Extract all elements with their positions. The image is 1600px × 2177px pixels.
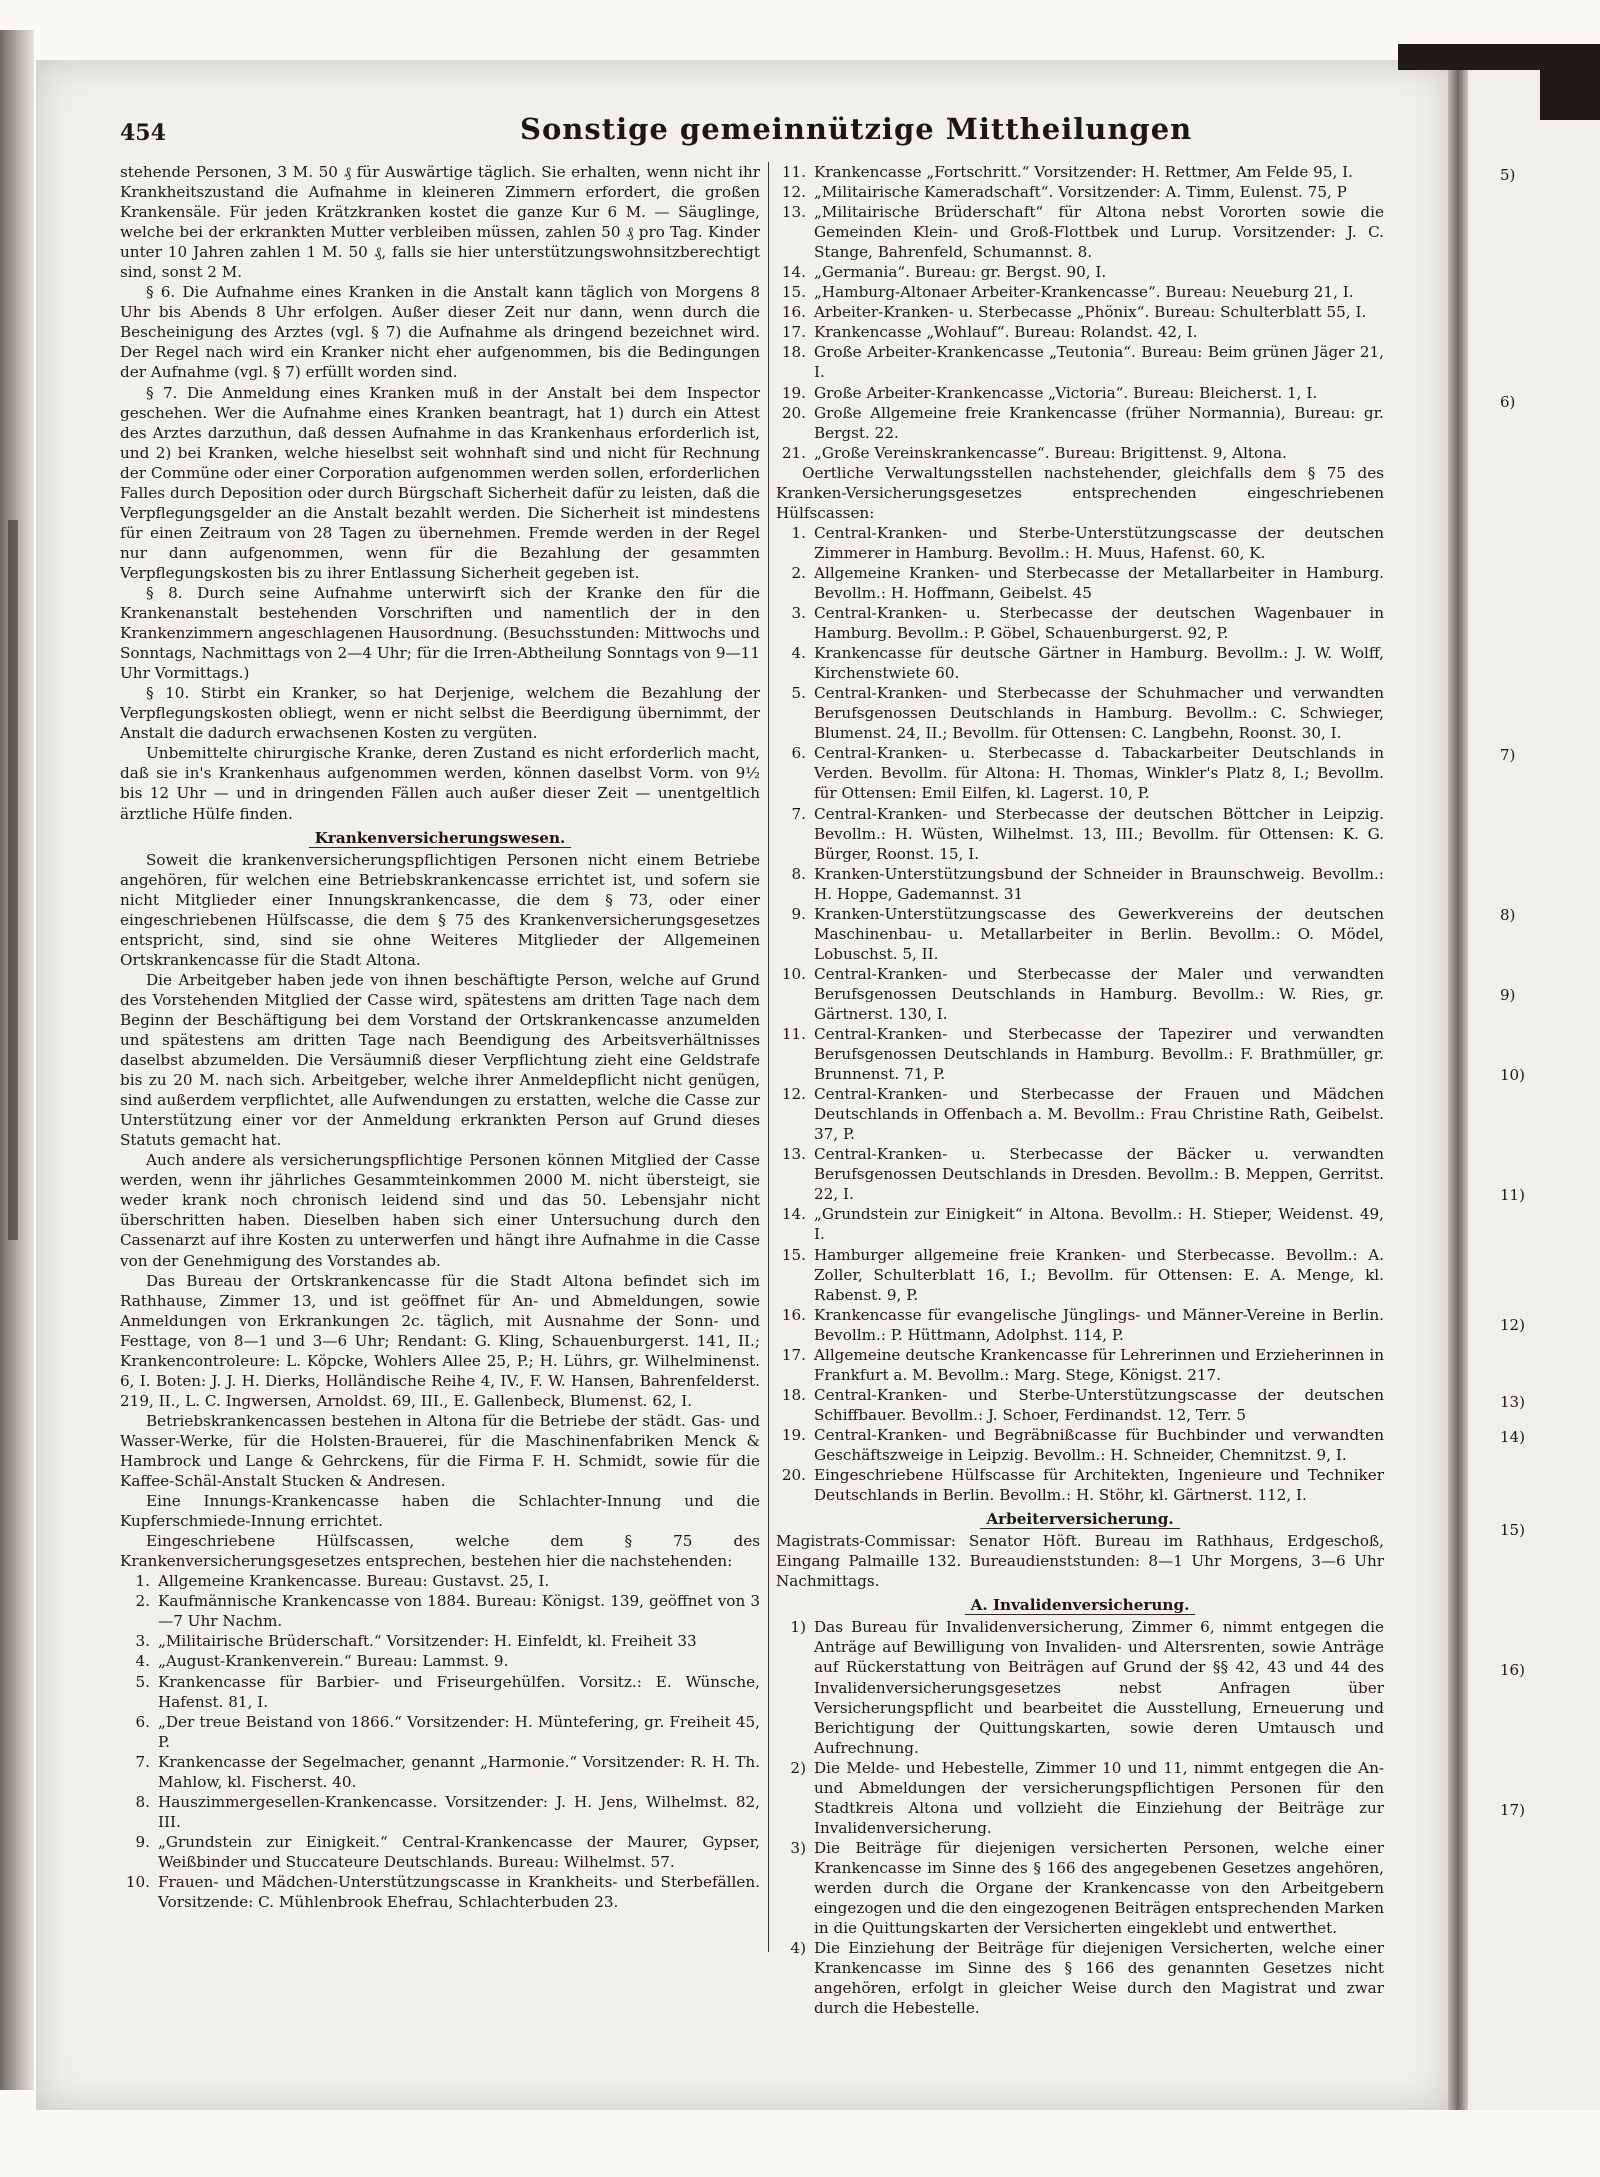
subsection-heading-text: A. Invalidenversicherung. — [965, 1596, 1196, 1615]
list-item-text: „Hamburg-Altonaer Arbeiter-Krankencasse“. Bureau: Neueburg 21, I. — [814, 283, 1354, 302]
next-page-fragment: 11) — [1500, 1186, 1525, 1204]
list-item — [776, 643, 1384, 683]
list-item-text: Central-Kranken- u. Sterbecasse d. Tabackarbeiter Deutschlands in Verden. Bevollm. für Altona: H. Thomas, Winkler's Platz 8, I.; Bevollm. für Ottensen: Emil Eilfen, kl. Lagerst. 10, P. — [814, 744, 1384, 803]
list-item — [776, 1758, 1384, 1838]
list-item — [776, 964, 1384, 1024]
book-binding-strip — [8, 520, 18, 1240]
list-item-number: 3. — [135, 1632, 150, 1651]
paragraph: Eine Innungs-Krankencasse haben die Schlachter-Innung und die Kupferschmiede-Innung errichtet. — [120, 1492, 760, 1531]
list-item-number: 4. — [791, 644, 806, 663]
list-item-number: 8. — [135, 1792, 150, 1811]
list-item-text: „Militairische Brüderschaft“ für Altona nebst Vororten sowie die Gemeinden Klein- und Groß-Flottbek und Lurup. Vorsitzender: J. C. Stange, Bahrenfeld, Schumannst. 8. — [814, 203, 1384, 262]
list-item-number: 10. — [125, 1872, 150, 1891]
list-item-text: Central-Kranken- und Sterbecasse der Tapezirer und verwandten Berufsgenossen Deutschlands in Hamburg. Bevollm.: F. Brathmüller, gr. Brunnenst. 71, P. — [814, 1025, 1384, 1084]
section-heading — [120, 828, 760, 848]
list-item-number: 16. — [781, 1305, 806, 1324]
list-item-text: Krankencasse der Segelmacher, genannt „Harmonie.“ Vorsitzender: R. H. Th. Mahlow, kl. Fischerst. 40. — [158, 1752, 760, 1791]
list-item — [776, 1938, 1384, 2018]
list-right-items-c — [776, 1617, 1384, 2018]
list-item — [776, 523, 1384, 563]
list-item-number: 5. — [791, 684, 806, 703]
list-item-text: Krankencasse „Wohlauf“. Bureau: Rolandst. 42, I. — [814, 323, 1198, 342]
list-item-number: 11. — [781, 163, 806, 181]
list-item — [776, 202, 1384, 262]
next-page-fragment: 14) — [1500, 1428, 1525, 1446]
paragraph: stehende Personen, 3 M. 50 ₰ für Auswärtige täglich. Sie erhalten, wenn nicht ihr Krankheitszustand die Aufnahme in kleineren Zimmern erfordert, die großen Krankensäle. Für jeden Krätzkranken kostet die ganze Kur 6 M. — Säuglinge, welche bei der erkrankten Mutter verbleiben müssen, zahlen 50 ₰ pro Tag. Kinder unter 10 Jahren zahlen 1 M. 50 ₰, falls sie hier unterstützungswohnsitzberechtigt sind, sonst 2 M. — [120, 163, 760, 282]
list-item-number: 20. — [781, 1466, 806, 1485]
list-item — [120, 1591, 760, 1631]
page-number: 454 — [120, 120, 166, 146]
next-page-fragment: 17) — [1500, 1801, 1525, 1819]
list-item-number: 17. — [781, 1345, 806, 1364]
list-item — [120, 1712, 760, 1752]
list-item — [776, 1425, 1384, 1465]
list-item-number: 3) — [790, 1838, 806, 1857]
paragraph: Soweit die krankenversicherungspflichtigen Personen nicht einem Betriebe angehören, für welchen eine Betriebskrankencasse errichtet ist, und sofern sie nicht Mitglieder einer Innungskrankencasse, die dem § 73, oder einer eingeschriebenen Hülfscasse, die dem § 75 des Krankenversicherungsgesetzes entspricht, sind, sind sie ohne Weiteres Mitglieder der Allgemeinen Ortskrankencasse für die Stadt Altona. — [120, 850, 760, 969]
list-item-number: 16. — [781, 303, 806, 322]
list-item-number: 21. — [781, 443, 806, 462]
paragraph: Auch andere als versicherungspflichtige Personen können Mitglied der Casse werden, wenn ihr jährliches Gesammteinkommen 2000 M. nicht übersteigt, sie weder krank noch chronisch leidend sind und das 50. Lebensjahr nicht überschritten haben. Dieselben haben sich einer Untersuchung durch den Cassenarzt auf ihre Kosten zu unterwerfen und hängt ihre Aufnahme in die Casse von der Genehmigung des Vorstandes ab. — [120, 1151, 760, 1270]
list-item — [776, 1084, 1384, 1144]
list-item-text: Kaufmännische Krankencasse von 1884. Bureau: Königst. 139, geöffnet von 3—7 Uhr Nachm. — [158, 1592, 760, 1631]
scan-corner-shadow-2 — [1540, 60, 1600, 120]
list-item — [120, 1651, 760, 1671]
section-heading-text: Krankenversicherungswesen. — [309, 829, 572, 848]
list-item-text: „Der treue Beistand von 1866.“ Vorsitzender: H. Müntefering, gr. Freiheit 45, P. — [158, 1712, 760, 1751]
list-item-text: Krankencasse für Barbier- und Friseurgehülfen. Vorsitz.: E. Wünsche, Hafenst. 81, I. — [158, 1672, 760, 1711]
list-item — [120, 1571, 760, 1591]
section-heading — [776, 1509, 1384, 1529]
list-right-items-a — [776, 162, 1384, 463]
list-item-text: Eingeschriebene Hülfscasse für Architekten, Ingenieure und Techniker Deutschlands in Berlin. Bevollm.: H. Stöhr, kl. Gärtnerst. 112, I. — [814, 1466, 1384, 1505]
list-item-number: 12. — [781, 1085, 806, 1104]
list-item-text: Central-Kranken- und Sterbe-Unterstützungscasse der deutschen Zimmerer in Hamburg. Bevollm.: H. Muus, Hafenst. 60, K. — [814, 523, 1384, 562]
list-item-text: Central-Kranken- und Sterbecasse der Schuhmacher und verwandten Berufsgenossen Deutschlands in Hamburg. Bevollm.: C. Schwieger, Blumenst. 24, II.; Bevollm. für Ottensen: C. Langbehn, Roonst. 30, I. — [814, 684, 1384, 743]
list-item — [120, 1792, 760, 1832]
list-item-number: 19. — [781, 1425, 806, 1444]
list-item — [776, 322, 1384, 342]
list-item — [776, 864, 1384, 904]
next-page-fragment: 5) — [1500, 166, 1516, 184]
list-item-number: 9. — [135, 1832, 150, 1851]
list-item — [120, 1832, 760, 1872]
list-item-number: 20. — [781, 403, 806, 422]
list-left-items — [120, 1571, 760, 1912]
list-item — [776, 262, 1384, 282]
right-column — [776, 162, 1384, 2018]
paragraph: Das Bureau der Ortskrankencasse für die Stadt Altona befindet sich im Rathhause, Zimmer 13, und ist geöffnet für An- und Abmeldungen, sowie Anmeldungen von Erkrankungen 2c. täglich, mit Ausnahme der Sonn- und Festtage, von 8—1 und 3—6 Uhr; Rendant: G. Kling, Schauenburgerst. 141, II.; Krankencontroleure: L. Köpcke, Wohlers Allee 25, P.; H. Lührs, gr. Wilhelminenst. 6, I. Boten: J. J. H. Dierks, Holländische Reihe 4, IV., F. W. Hansen, Bahrenfelderst. 219, II., L. C. Ingwersen, Arnoldst. 69, III., E. Gallenbeck, Blumenst. 62, I. — [120, 1271, 760, 1410]
list-item-number: 18. — [781, 1385, 806, 1404]
list-item-number: 14. — [781, 1205, 806, 1224]
list-item-number: 17. — [781, 323, 806, 342]
paragraph: Die Arbeitgeber haben jede von ihnen beschäftigte Person, welche auf Grund des Vorstehenden Mitglied der Casse wird, spätestens am dritten Tage nach dem Beginn der Beschäftigung bei dem Vorstand der Ortskrankencasse anzumelden und spätestens am dritten Tage nach Beendigung des Arbeitsverhältnisses daselbst abzumelden. Die Versäumniß dieser Verpflichtung zieht eine Geldstrafe bis zu 20 M. nach sich. Arbeitgeber, welche ihrer Anmeldepflicht nicht genügen, sind außerdem verpflichtet, alle Aufwendungen zu erstatten, welche die Casse zur Unterstützung einer vor der Anmeldung erkrankten Person auf Grund dieses Statuts gemacht hat. — [120, 970, 760, 1150]
next-page-fragment: 7) — [1500, 746, 1516, 764]
list-item-text: Central-Kranken- und Sterbe-Unterstützungscasse der deutschen Schiffbauer. Bevollm.: J. Schoer, Ferdinandst. 12, Terr. 5 — [814, 1385, 1384, 1424]
list-item — [776, 603, 1384, 643]
list-item — [120, 1631, 760, 1651]
list-item-text: Frauen- und Mädchen-Unterstützungscasse in Krankheits- und Sterbefällen. Vorsitzende: C. Mühlenbrook Ehefrau, Schlachterbuden 23. — [158, 1872, 760, 1912]
list-item-text: Große Allgemeine freie Krankencasse (früher Normannia), Bureau: gr. Bergst. 22. — [814, 403, 1384, 442]
list-item-text: Die Beiträge für diejenigen versicherten Personen, welche einer Krankencasse im Sinne des § 166 des angegebenen Gesetzes angehören, werden durch die Organe der Krankencasse von den Arbeitgebern eingezogen und die den eingezogenen Beiträgen entsprechenden Marken in die Quittungskarten der Versicherten eingeklebt und entwerthet. — [814, 1838, 1384, 1938]
list-item-text: Hauszimmergesellen-Krankencasse. Vorsitzender: J. H. Jens, Wilhelmst. 82, III. — [158, 1792, 760, 1831]
list-item-number: 11. — [781, 1025, 806, 1044]
list-item-number: 2) — [790, 1758, 806, 1777]
list-item-text: Krankencasse für deutsche Gärtner in Hamburg. Bevollm.: J. W. Wolff, Kirchenstwiete 60. — [814, 644, 1384, 683]
list-item-text: „August-Krankenverein.“ Bureau: Lammst. 9. — [158, 1652, 509, 1671]
list-item — [776, 383, 1384, 403]
list-item-text: Große Arbeiter-Krankencasse „Victoria“. Bureau: Bleicherst. 1, I. — [814, 383, 1318, 402]
next-page-edge — [1468, 60, 1600, 2110]
list-item — [776, 1305, 1384, 1345]
list-item-text: „Germania“. Bureau: gr. Bergst. 90, I. — [814, 263, 1107, 282]
paragraph: Magistrats-Commissar: Senator Höft. Bureau im Rathhaus, Erdgeschoß, Eingang Palmaille 132. Bureaudienststunden: 8—1 Uhr Morgens, 3—6 Uhr Nachmittags. — [776, 1532, 1384, 1591]
list-item — [776, 743, 1384, 803]
paragraph: § 6. Die Aufnahme eines Kranken in die Anstalt kann täglich von Morgens 8 Uhr bis Abends 8 Uhr erfolgen. Außer dieser Zeit nur dann, wenn durch die Bescheinigung des Arztes (vgl. § 7) die Aufnahme als dringend bezeichnet wird. Der Regel nach wird ein Kranker nicht eher aufgenommen, bis die Bedingungen der Aufnahme (vgl. § 7) erfüllt worden sind. — [120, 283, 760, 382]
left-column — [120, 162, 760, 1912]
list-item-text: „Militairische Brüderschaft.“ Vorsitzender: H. Einfeldt, kl. Freiheit 33 — [158, 1632, 697, 1651]
next-page-fragment: 12) — [1500, 1316, 1525, 1334]
list-item — [776, 904, 1384, 964]
list-item — [776, 1385, 1384, 1425]
list-item-number: 15. — [781, 1245, 806, 1264]
list-item-text: Central-Kranken- und Sterbecasse der deutschen Böttcher in Leipzig. Bevollm.: H. Wüsten, Wilhelmst. 13, III.; Bevollm. für Ottensen: K. G. Bürger, Roonst. 15, I. — [814, 804, 1384, 863]
list-item-number: 4. — [135, 1652, 150, 1671]
list-item-number: 3. — [791, 604, 806, 623]
list-item — [120, 1752, 760, 1792]
list-item-text: Arbeiter-Kranken- u. Sterbecasse „Phönix“. Bureau: Schulterblatt 55, I. — [814, 303, 1367, 322]
list-item-number: 15. — [781, 283, 806, 302]
paragraph: § 7. Die Anmeldung eines Kranken muß in der Anstalt bei dem Inspector geschehen. Wer die Aufnahme eines Kranken beantragt, hat 1) durch ein Attest des Arztes darzuthun, daß dessen Aufnahme in das Krankenhaus erforderlich ist, und 2) bei Kranken, welche hieselbst seit wohnhaft sind und nicht für Rechnung der Commüne oder einer Corporation aufgenommen werden sollen, erforderlichen Falles durch Deposition oder durch Bürgschaft Sicherheit dafür zu leisten, daß die Verpflegungsgelder an die Anstalt bezahlt werden. Die Sicherheit ist mindestens für einen Zeitraum von 28 Tagen zu übernehmen. Fremde werden in der Regel nur dann aufgenommen, wenn für die Bezahlung der gesammten Verpflegungskosten bis zu ihrer Entlassung Sicherheit gegeben ist. — [120, 383, 760, 582]
next-page-fragment: 15) — [1500, 1521, 1525, 1539]
subsection-heading — [776, 1595, 1384, 1615]
list-item — [776, 1245, 1384, 1305]
list-item — [776, 342, 1384, 382]
list-item-text: Central-Kranken- u. Sterbecasse der deutschen Wagenbauer in Hamburg. Bevollm.: P. Göbel, Schauenburgerst. 92, P. — [814, 604, 1384, 643]
list-item-text: Kranken-Unterstützungscasse des Gewerkvereins der deutschen Maschinenbau- u. Metallarbeiter in Berlin. Bevollm.: O. Mödel, Lobuschst. 5, II. — [814, 904, 1384, 963]
list-item-text: Allgemeine Krankencasse. Bureau: Gustavst. 25, I. — [158, 1572, 550, 1591]
list-item-number: 4) — [790, 1939, 806, 1958]
list-item-number: 7. — [791, 804, 806, 823]
list-item-number: 1) — [790, 1618, 806, 1637]
list-item — [776, 1838, 1384, 1938]
list-item-number: 19. — [781, 383, 806, 402]
list-right-items-b — [776, 523, 1384, 1505]
list-item — [776, 563, 1384, 603]
list-item-number: 14. — [781, 263, 806, 282]
column-divider — [768, 162, 769, 1952]
list-item-text: „Militairische Kameradschaft“. Vorsitzender: A. Timm, Eulenst. 75, P — [814, 183, 1347, 202]
list-item-text: Allgemeine Kranken- und Sterbecasse der Metallarbeiter in Hamburg. Bevollm.: H. Hoffmann, Geibelst. 45 — [814, 563, 1384, 602]
list-item-number: 10. — [781, 964, 806, 983]
list-item — [776, 804, 1384, 864]
list-item-number: 18. — [781, 343, 806, 362]
list-item-text: Central-Kranken- und Sterbecasse der Maler und verwandten Berufsgenossen Deutschlands in Hamburg. Bevollm.: W. Ries, gr. Gärtnerst. 130, I. — [814, 964, 1384, 1023]
list-item-number: 6. — [791, 744, 806, 763]
list-item — [776, 1465, 1384, 1505]
list-item-number: 1. — [791, 523, 806, 542]
next-page-fragment: 13) — [1500, 1393, 1525, 1411]
paragraph: Oertliche Verwaltungsstellen nachstehender, gleichfalls dem § 75 des Kranken-Versicherungsgesetzes entsprechenden eingeschriebenen Hülfscassen: — [776, 463, 1384, 522]
list-item-number: 5. — [135, 1672, 150, 1691]
paragraph: § 8. Durch seine Aufnahme unterwirft sich der Kranke den für die Krankenanstalt bestehenden Vorschriften und namentlich der in den Krankenzimmern angeschlagenen Hausordnung. (Besuchsstunden: Mittwochs und Sonntags, Nachmittags von 2—4 Uhr; für die Irren-Abtheilung Sonntags von 9—11 Uhr Vormittags.) — [120, 583, 760, 683]
list-item-number: 1. — [135, 1572, 150, 1591]
list-item-number: 6. — [135, 1712, 150, 1731]
list-item — [776, 282, 1384, 302]
list-item — [776, 302, 1384, 322]
list-item-number: 12. — [781, 183, 806, 202]
list-item-number: 9. — [791, 904, 806, 923]
list-item — [776, 1024, 1384, 1084]
list-item-text: Krankencasse für evangelische Jünglings- und Männer-Vereine in Berlin. Bevollm.: P. Hüttmann, Adolphst. 114, P. — [814, 1305, 1384, 1344]
paragraph: Unbemittelte chirurgische Kranke, deren Zustand es nicht erforderlich macht, daß sie in's Krankenhaus aufgenommen werden, können daselbst Vorm. von 9½ bis 12 Uhr — und in dringenden Fällen auch außer dieser Zeit — unentgeltlich ärztliche Hülfe finden. — [120, 744, 760, 823]
next-page-fragment: 6) — [1500, 393, 1516, 411]
list-item-text: Hamburger allgemeine freie Kranken- und Sterbecasse. Bevollm.: A. Zoller, Schulterblatt 16, I.; Bevollm. für Ottensen: E. A. Menge, kl. Rabenst. 9, P. — [814, 1245, 1384, 1304]
section-heading-text: Arbeiterversicherung. — [980, 1510, 1179, 1529]
list-item-text: Central-Kranken- und Sterbecasse der Frauen und Mädchen Deutschlands in Offenbach a. M. Bevollm.: Frau Christine Rath, Geibelst. 37, P. — [814, 1085, 1384, 1144]
next-page-fragment: 10) — [1500, 1066, 1525, 1084]
paragraph: Betriebskrankencassen bestehen in Altona für die Betriebe der städt. Gas- und Wasser-Werke, für die Holsten-Brauerei, für die Maschinenfabriken Menck & Hambrock und Lange & Gehrckens, für die Firma F. H. Schmidt, sowie für die Kaffee-Schäl-Anstalt Stucken & Andresen. — [120, 1411, 760, 1491]
next-page-fragment: 16) — [1500, 1661, 1525, 1679]
list-item-text: Das Bureau für Invalidenversicherung, Zimmer 6, nimmt entgegen die Anträge auf Bewilligung von Invaliden- und Altersrenten, sowie Anträge auf Rückerstattung von Beiträgen auf Grund der §§ 42, 43 und 44 des Invalidenversicherungsgesetzes nebst Anfragen über Versicherungspflicht und bearbeitet die Ausstellung, Erneuerung und Berichtigung der Quittungskarten, sowie deren Umtausch und Aufrechnung. — [814, 1618, 1384, 1757]
running-title: Sonstige gemeinnützige Mittheilungen — [520, 112, 1193, 146]
list-item-text: Die Melde- und Hebestelle, Zimmer 10 und 11, nimmt entgegen die An- und Abmeldungen der versicherungspflichtigen Personen für den Stadtkreis Altona und vollzieht die Einziehung der Beiträge zur Invalidenversicherung. — [814, 1758, 1384, 1837]
list-item-text: Central-Kranken- u. Sterbecasse der Bäcker u. verwandten Berufsgenossen Deutschlands in Dresden. Bevollm.: B. Meppen, Gerritst. 22, I. — [814, 1145, 1384, 1204]
list-item — [776, 1204, 1384, 1244]
list-item — [776, 182, 1384, 202]
book-gutter — [1448, 60, 1468, 2110]
list-item — [776, 403, 1384, 443]
list-item-number: 2. — [791, 563, 806, 582]
paragraph: § 10. Stirbt ein Kranker, so hat Derjenige, welchem die Bezahlung der Verpflegungskosten obliegt, wenn er nicht selbst die Beerdigung übernimmt, der Anstalt die dadurch erwachsenen Kosten zu vergüten. — [120, 684, 760, 743]
list-item — [776, 1345, 1384, 1385]
paragraph: Eingeschriebene Hülfscassen, welche dem § 75 des Krankenversicherungsgesetzes entsprechen, bestehen hier die nachstehenden: — [120, 1532, 760, 1571]
list-item-number: 13. — [781, 1145, 806, 1164]
list-item — [120, 1872, 760, 1912]
next-page-fragment: 8) — [1500, 906, 1516, 924]
list-item-text: Die Einziehung der Beiträge für diejenigen Versicherten, welche einer Krankencasse im Sinne des § 166 des genannten Gesetzes nicht angehören, erfolgt in gleicher Weise durch den Magistrat und zwar durch die Hebestelle. — [814, 1939, 1384, 2018]
list-item-text: „Grundstein zur Einigkeit“ in Altona. Bevollm.: H. Stieper, Weidenst. 49, I. — [814, 1205, 1384, 1244]
list-item-text: Große Arbeiter-Krankencasse „Teutonia“. Bureau: Beim grünen Jäger 21, I. — [814, 343, 1384, 382]
list-item — [776, 443, 1384, 463]
list-item-text: Krankencasse „Fortschritt.“ Vorsitzender: H. Rettmer, Am Felde 95, I. — [814, 163, 1353, 181]
list-item-number: 8. — [791, 864, 806, 883]
list-item — [120, 1672, 760, 1712]
next-page-fragment: 9) — [1500, 986, 1516, 1004]
list-item — [776, 162, 1384, 182]
list-item-number: 2. — [135, 1592, 150, 1611]
list-item — [776, 683, 1384, 743]
list-item-number: 7. — [135, 1752, 150, 1771]
list-item-text: „Grundstein zur Einigkeit.“ Central-Krankencasse der Maurer, Gypser, Weißbinder und Stuccateure Deutschlands. Bureau: Wilhelmst. 57. — [158, 1832, 760, 1871]
list-item-text: Allgemeine deutsche Krankencasse für Lehrerinnen und Erzieherinnen in Frankfurt a. M. Bevollm.: Marg. Stege, Königst. 217. — [814, 1345, 1384, 1384]
list-item-text: „Große Vereinskrankencasse“. Bureau: Brigittenst. 9, Altona. — [814, 443, 1287, 462]
list-item — [776, 1617, 1384, 1757]
list-item — [776, 1144, 1384, 1204]
list-item-number: 13. — [781, 203, 806, 222]
list-item-text: Central-Kranken- und Begräbnißcasse für Buchbinder und verwandten Geschäftszweige in Leipzig. Bevollm.: H. Schneider, Chemnitzst. 9, I. — [814, 1425, 1384, 1464]
list-item-text: Kranken-Unterstützungsbund der Schneider in Braunschweig. Bevollm.: H. Hoppe, Gademannst. 31 — [814, 864, 1384, 903]
